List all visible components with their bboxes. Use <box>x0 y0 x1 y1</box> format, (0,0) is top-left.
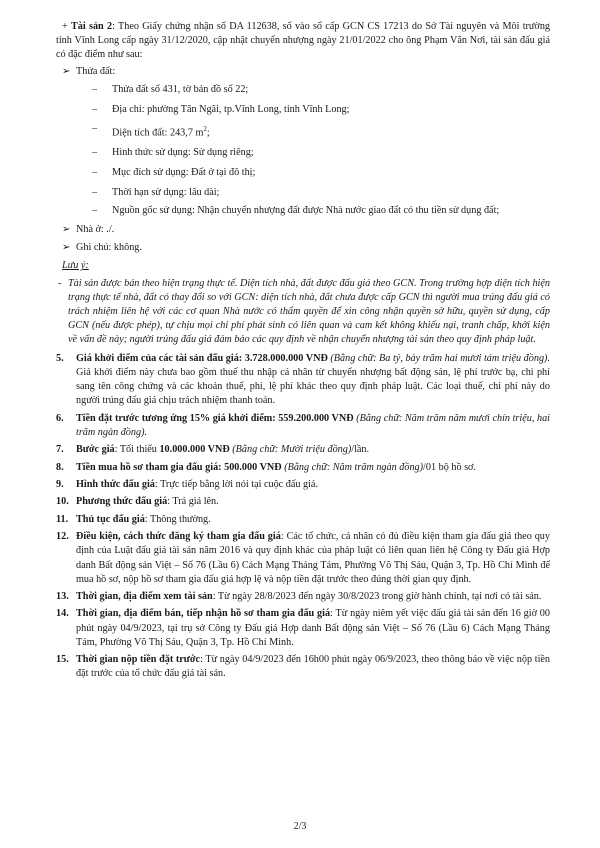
arrow-bullet-icon: ➢ <box>62 65 71 77</box>
dash-bullet-icon: – <box>92 205 98 217</box>
note-text: Tài sản được bán theo hiện trạng thực tế. Diện tích nhà, đất được đấu giá theo GCN. Trong trường hợp diện tích hiện trạng thực tế nhà, đất có thay đổi so với GCN: diện tích nhà, đất chưa được cấp GCN thì người mua trúng đấu giá có trách nhiệm liên hệ với các cơ quan Nhà nước có thẩm quyền để xin công nhận quyền sở hữu, quyền sử dụng, cấp GCN (nếu được phép), tự chịu mọi chi phí phát sinh có liên quan và cam kết không khiếu nại, tranh chấp, khởi kiện về vấn đề này; người trúng đấu giá đảm bảo các quy định về nhận chuyển nhượng tài sản theo quy định pháp luật. <box>68 277 550 346</box>
dash-bullet-icon: – <box>92 123 98 135</box>
section-8: 8. Tiền mua hồ sơ tham gia đấu giá: 500.000 VNĐ (Bằng chữ: Năm trăm ngàn đồng)/01 bộ hồ sơ. <box>56 461 476 473</box>
dash-bullet-icon: – <box>92 186 98 198</box>
section-5: 5. Giá khởi điểm của các tài sản đấu giá: 3.728.000.000 VNĐ (Bằng chữ: Ba tỷ, bảy trăm hai mươi tám triệu đồng). Giá khởi điểm này chưa bao gồm thuế thu nhập cá nhân từ chuyển nhượng bất động sản, lệ phí trước bạ, chi phí sang tên công chứng và các khoản thuế, phí, lệ phí khác theo quy định pháp luật. Các loại thuế, chi phí này do người trúng đấu giá chịu trách nhiệm thanh toán. <box>56 352 550 407</box>
asset-2-label: Tài sản 2 <box>71 21 113 32</box>
note-paragraph <box>58 277 550 348</box>
land-item-usage-term: – Thời hạn sử dụng: lâu dài; <box>92 186 550 200</box>
dash-bullet-icon: – <box>92 147 98 159</box>
section-10: 10. Phương thức đấu giá: Trả giá lên. <box>56 496 219 508</box>
section-9: 9. Hình thức đấu giá: Trực tiếp bằng lời nói tại cuộc đấu giá. <box>56 478 319 490</box>
land-heading: Thửa đất: <box>76 65 116 77</box>
section-15: 15. Thời gian nộp tiền đặt trước: Từ ngày 04/9/2023 đến 16h00 phút ngày 06/9/2023, theo thông báo về việc nộp tiền đặt trước của tổ chức đấu giá tài sản. <box>56 654 551 680</box>
house-text: Nhà ở: ./. <box>76 223 115 235</box>
arrow-bullet-icon: ➢ <box>62 223 71 235</box>
land-item-usage-form: – Hình thức sử dụng: Sử dụng riêng; <box>92 146 550 160</box>
document-page <box>56 20 550 685</box>
misc-note-row <box>62 241 550 255</box>
section-7: 7. Bước giá: Tối thiểu 10.000.000 VNĐ (Bằng chữ: Mười triệu đồng)/lần. <box>56 444 370 456</box>
land-heading-row <box>62 65 550 79</box>
land-item-area: – Diện tích đất: 243,7 $m^2$; <box>92 122 550 141</box>
asset-2-text: : Theo Giấy chứng nhận số DA 112638, số vào sổ cấp GCN CS 17213 do Sở Tài nguyên và Môi trường tỉnh Vĩnh Long cấp ngày 31/12/2020, cập nhật chuyển nhượng ngày 21/01/2022 cho ông Phạm Văn Nơi, tài sản đấu giá có đặc điểm như sau: <box>56 21 551 61</box>
asset-2-paragraph <box>56 20 550 63</box>
page-number: 2/3 <box>293 821 307 832</box>
section-13: 13. Thời gian, địa điểm xem tài sản: Từ ngày 28/8/2023 đến ngày 30/8/2023 trong giờ hành chính, tại nơi có tài sản. <box>56 591 542 603</box>
dash-bullet-icon: – <box>92 167 98 179</box>
dash-bullet-icon: - <box>58 277 62 289</box>
land-item-usage-purpose: – Mục đích sử dụng: Đất ở tại đô thị; <box>92 166 550 180</box>
land-item-address: – Địa chỉ: phường Tân Ngãi, tp.Vĩnh Long, tỉnh Vĩnh Long; <box>92 103 550 117</box>
section-6: 6. Tiền đặt trước tương ứng 15% giá khởi điểm: 559.200.000 VNĐ (Bằng chữ: Năm trăm năm mươi chín triệu, hai trăm ngàn đồng). <box>56 412 550 438</box>
land-item-parcel: – Thửa đất số 431, tờ bản đồ số 22; <box>92 83 550 97</box>
section-11: 11. Thủ tục đấu giá: Thông thường. <box>56 513 211 525</box>
house-row <box>62 223 550 237</box>
dash-bullet-icon: – <box>92 83 98 95</box>
arrow-bullet-icon: ➢ <box>62 242 71 254</box>
section-14: 14. Thời gian, địa điểm bán, tiếp nhận hồ sơ tham gia đấu giá: Từ ngày niêm yết việc đấu giá tài sản đến 16 giờ 00 phút ngày 04/9/2023, tại trụ sở Công ty Đấu giá Hợp danh Bất động sản Việt – Số 76 (Lầu 6) Cách Mạng Tháng Tám, Phường Võ Thị Sáu, Quận 3, Tp. Hồ Chí Minh. <box>56 608 550 648</box>
land-item-origin: – Nguồn gốc sử dụng: Nhận chuyển nhượng đất được Nhà nước giao đất có thu tiền sử dụng đất; <box>92 205 500 217</box>
plus-marker: + <box>62 21 72 32</box>
misc-note-text: Ghi chú: không. <box>76 242 142 254</box>
note-heading: Lưu ý: <box>62 260 89 272</box>
section-12: 12. Điều kiện, cách thức đăng ký tham gia đấu giá: Các tổ chức, cá nhân có đủ điều kiện tham gia đấu giá theo quy định của Luật đấu giá tài sản năm 2016 và quy định khác của pháp luật có liên quan liên hệ Công ty Đấu giá Hợp danh Bất động sản Việt – Số 76 (Lầu 6) Cách Mạng Tháng Tám, Phường Võ Thị Sáu, Quận 3, Tp. Hồ Chí Minh để mua hồ sơ, nộp hồ sơ tham gia đấu giá hợp lệ và nộp tiền đặt trước theo đúng thời gian quy định. <box>56 531 550 585</box>
dash-bullet-icon: – <box>92 103 98 115</box>
